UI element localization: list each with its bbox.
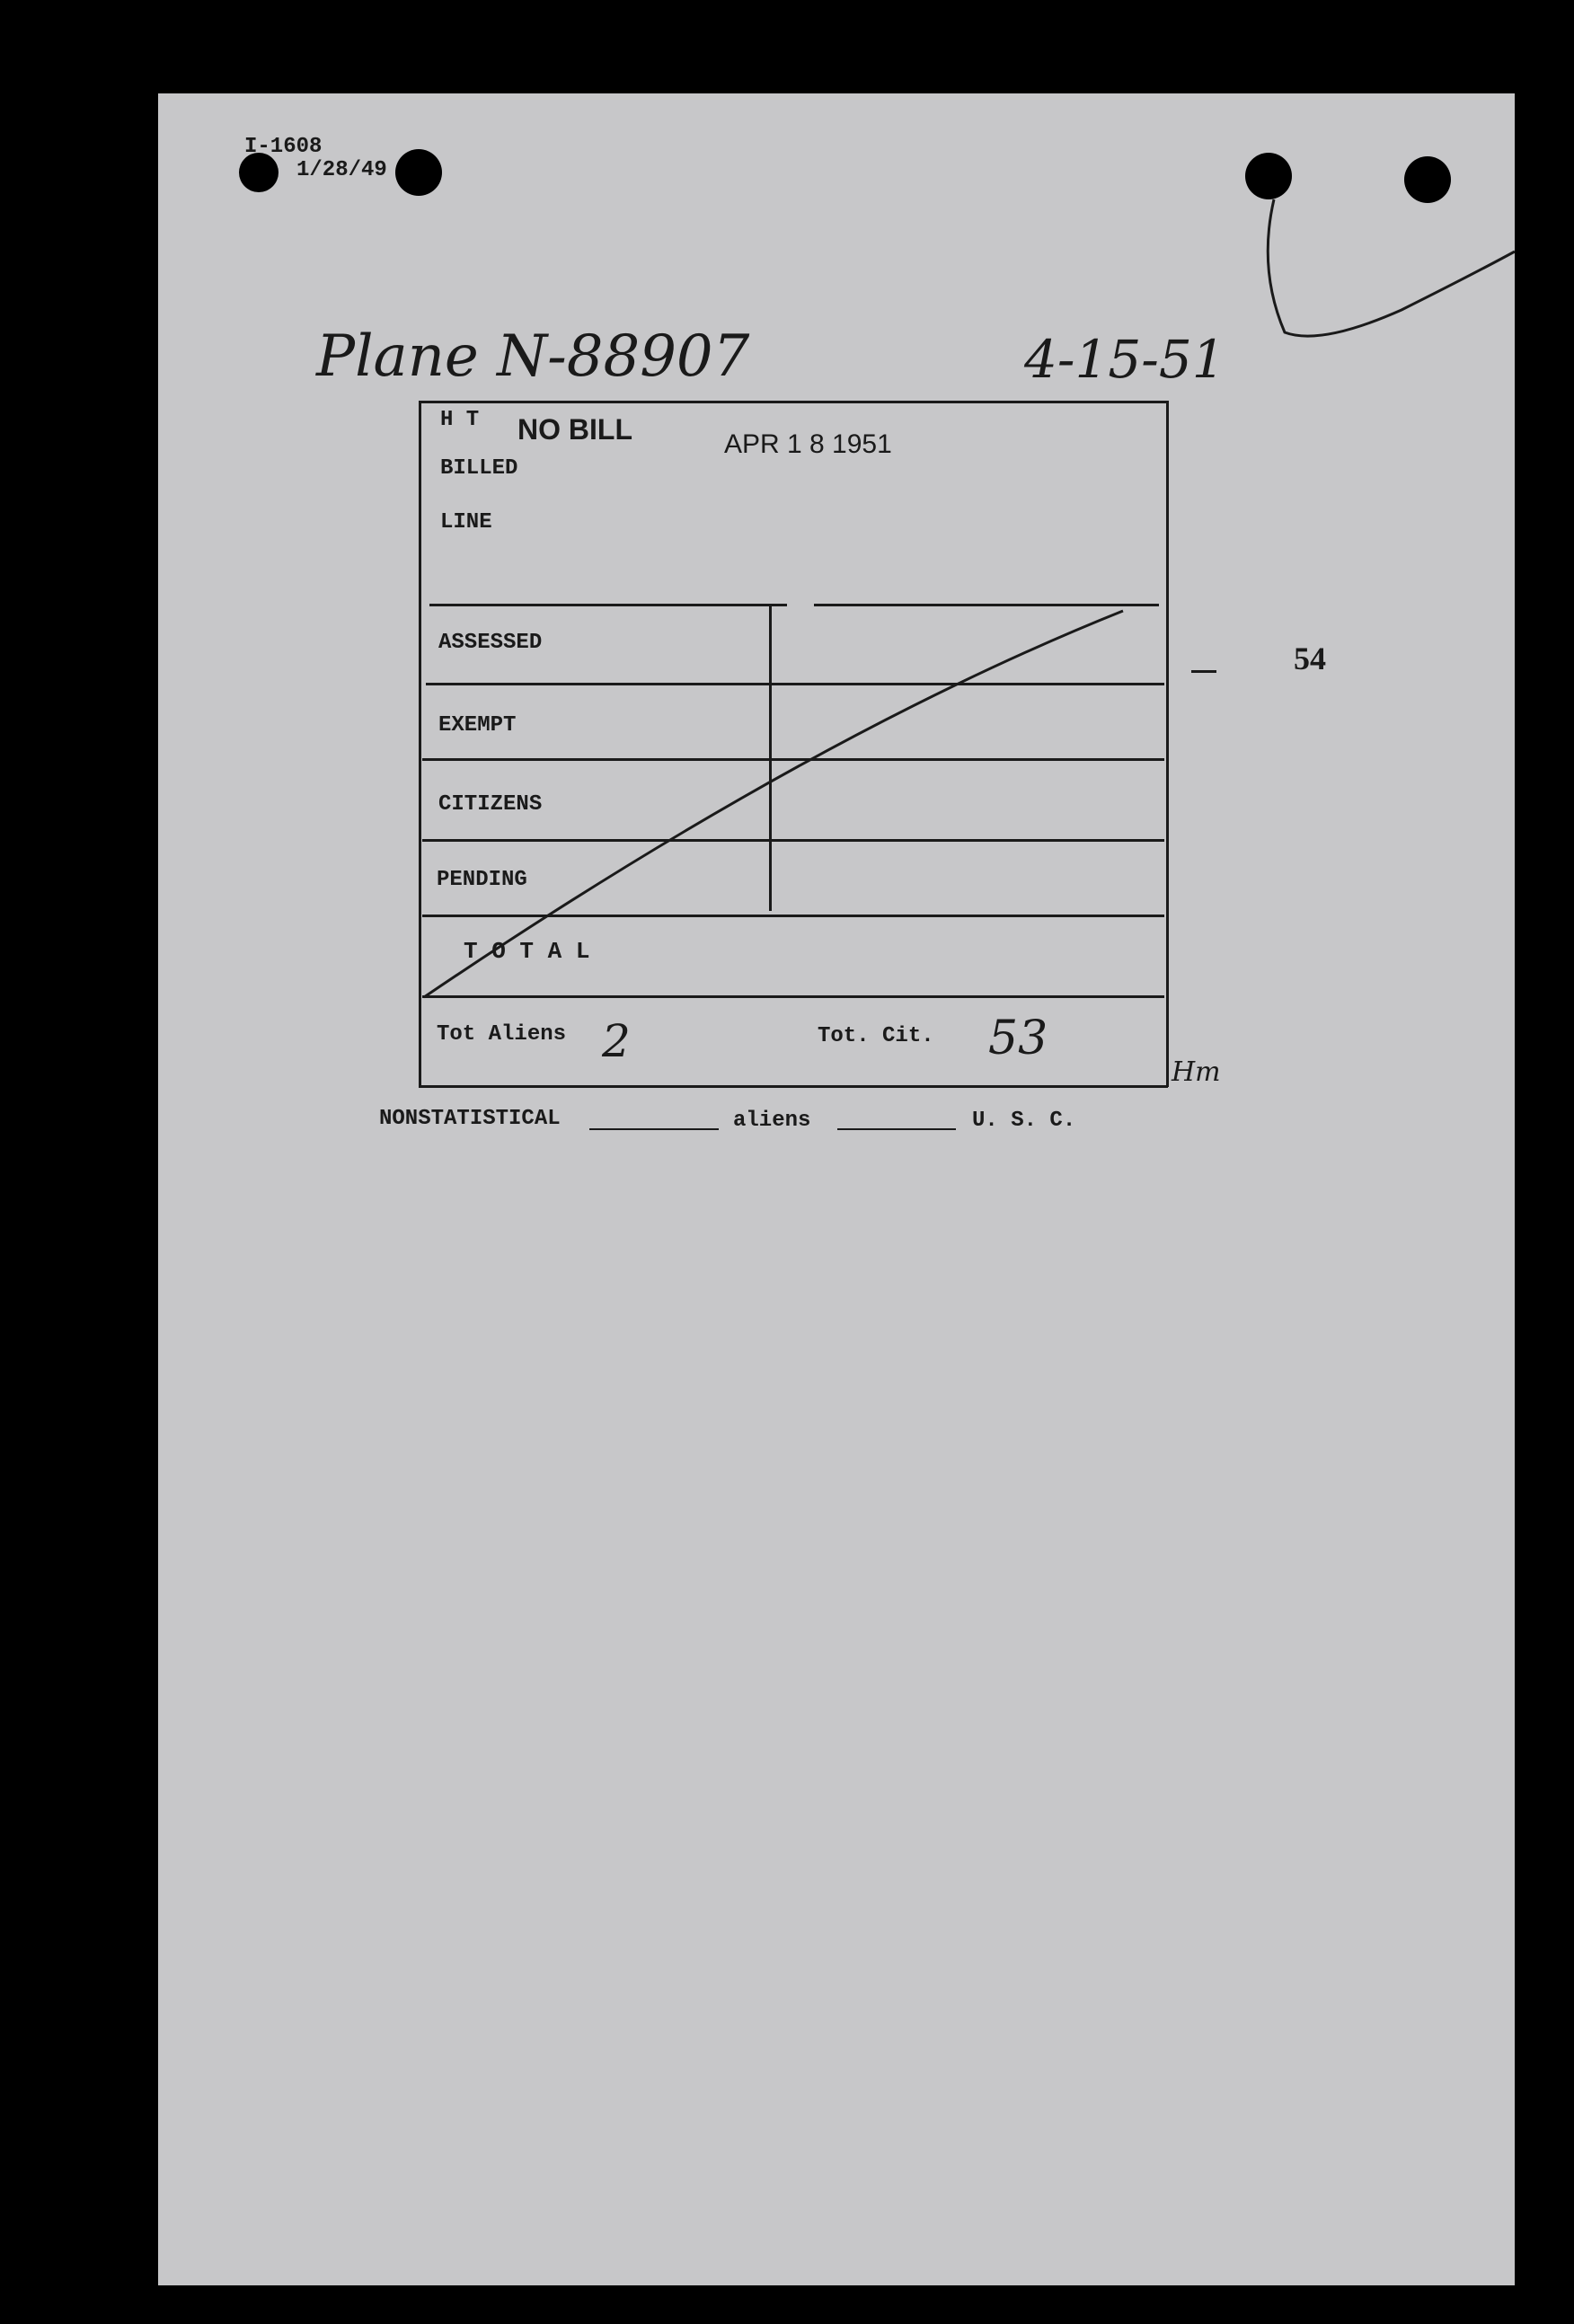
tot-aliens-label: Tot Aliens: [437, 1022, 567, 1047]
tot-cit-label: Tot. Cit.: [818, 1024, 934, 1048]
side-number: 54: [1294, 641, 1326, 676]
handwritten-plane-number: Plane N-88907: [316, 323, 750, 390]
handwritten-initials: Hm: [1172, 1056, 1221, 1088]
tot-cit-value: 53: [988, 1012, 1048, 1065]
total-label: T O T A L: [464, 938, 590, 965]
tot-aliens-value: 2: [602, 1015, 631, 1067]
ht-label: H T: [440, 408, 480, 432]
nonstatistical-label: NONSTATISTICAL: [379, 1107, 561, 1131]
handwritten-date: 4-15-51: [1024, 329, 1225, 390]
line-label: LINE: [440, 510, 492, 535]
usc-label: U. S. C.: [972, 1109, 1076, 1133]
received-date-stamp: APR 1 8 1951: [724, 429, 892, 459]
diagonal-strike-line: [424, 611, 1123, 997]
citizens-label: CITIZENS: [438, 792, 543, 817]
form-number: I-1608: [244, 135, 323, 159]
pending-label: PENDING: [437, 868, 527, 892]
billed-label: BILLED: [440, 456, 518, 481]
assessed-label: ASSESSED: [438, 631, 543, 655]
aliens-label: aliens: [733, 1109, 811, 1133]
corner-pen-stroke: [1268, 199, 1515, 336]
form-date: 1/28/49: [296, 158, 387, 182]
no-bill-stamp: NO BILL: [517, 413, 632, 446]
exempt-label: EXEMPT: [438, 713, 517, 738]
